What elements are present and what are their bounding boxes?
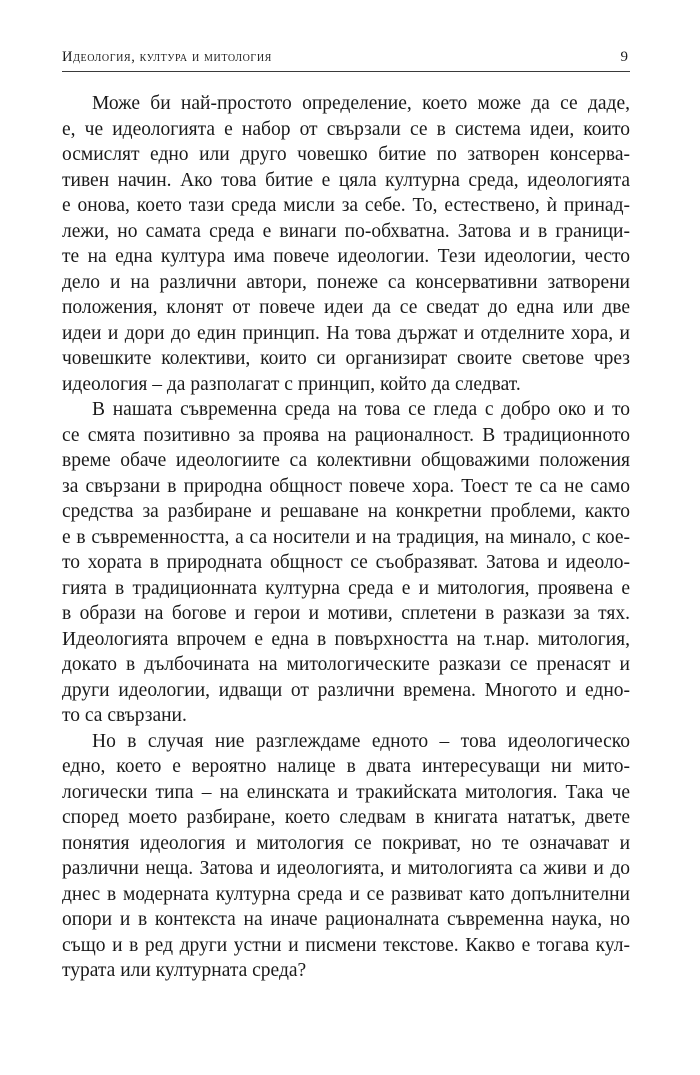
text-line: други идеологии, идващи от различни времена. Многото и едно- xyxy=(62,679,630,701)
text-line: докато в дълбочината на митологическите разкази се пренасят и xyxy=(62,654,630,675)
paragraph xyxy=(62,729,630,984)
text-line: Може би най-простото определение, което може да се даде, xyxy=(92,93,630,114)
text-line: дело и на различни автори, понеже са консервативни затворени xyxy=(62,271,630,293)
text-line: то хората в природната общност се съобразяват. Затова и идеоло- xyxy=(62,552,630,573)
page-number: 9 xyxy=(620,49,628,65)
text-line: различни неща. Затова и идеологията, и митологията са живи и до xyxy=(62,858,630,879)
text-line: е онова, което тази среда мисли за себе. То, естествено, ѝ принад- xyxy=(62,195,630,216)
text-line: в образи на богове и герои и мотиви, сплетени в разкази за тях. xyxy=(62,603,630,624)
body-text xyxy=(62,91,630,984)
text-line: средства за разбиране и решаване на конкретни проблеми, както xyxy=(62,501,630,522)
text-line: за свързани в природна общност повече хора. Тоест те са не само xyxy=(62,475,630,497)
text-line: е, че идеологията е набор от свързали се в система идеи, които xyxy=(62,118,630,140)
running-header xyxy=(62,47,630,72)
text-line: време обаче идеологиите са колективни общоважими положения xyxy=(62,450,630,471)
text-line: турата или културната среда? xyxy=(62,960,307,981)
text-line: понятия идеология и митология се покриват, но те означават и xyxy=(62,832,630,854)
text-line: Но в случая ние разглеждаме едното – това идеологическо xyxy=(92,730,630,752)
text-line: също и в ред други устни и писмени текстове. Какво е тогава кул- xyxy=(62,934,630,956)
text-line: те на една култура има повече идеологии. Тези идеологии, често xyxy=(62,246,630,267)
text-line: то са свързани. xyxy=(62,705,187,726)
text-line: логически типа – на елинската и тракийската митология. Така че xyxy=(62,781,630,803)
text-line: тивен начин. Ако това битие е цяла културна среда, идеологията xyxy=(62,169,630,191)
running-title: Идеология, култура и митология xyxy=(62,49,272,65)
text-line: се смята позитивно за проява на рационалност. В традиционното xyxy=(62,424,630,446)
text-line: идеи и дори до един принцип. На това държат и отделните хора, и xyxy=(62,322,630,344)
text-line: човешките колективи, които си организират своите светове чрез xyxy=(62,348,630,369)
text-line: положения, клонят от повече идеи да се сведат до една или две xyxy=(62,297,630,318)
text-line: осмислят едно или друго човешко битие по затворен консерва- xyxy=(62,144,630,165)
text-line: идеология – да разполагат с принцип, който да следват. xyxy=(62,373,521,395)
text-line: днес в модерната културна среда и се развиват като допълнителни xyxy=(62,883,630,905)
text-line: според моето разбиране, което следвам в книгата нататък, двете xyxy=(62,807,630,828)
text-line: едно, което е вероятно налице в двата интересуващи ни мито- xyxy=(62,756,630,777)
paragraph xyxy=(62,91,630,397)
text-line: Идеологията впрочем е една в повърхността на т.нар. митология, xyxy=(62,628,630,650)
text-line: гията в традиционната културна среда е и митология, проявена е xyxy=(62,577,630,599)
text-line: опори и в контекста на иначе рационалната съвременна наука, но xyxy=(62,909,630,930)
text-line: е в съвременността, а са носители и на традиция, на минало, с кое- xyxy=(62,526,630,548)
paragraph xyxy=(62,397,630,729)
text-line: В нашата съвременна среда на това се гледа с добро око и то xyxy=(92,399,630,420)
text-line: лежи, но самата среда е винаги по-обхватна. Затова и в граници- xyxy=(62,220,630,242)
